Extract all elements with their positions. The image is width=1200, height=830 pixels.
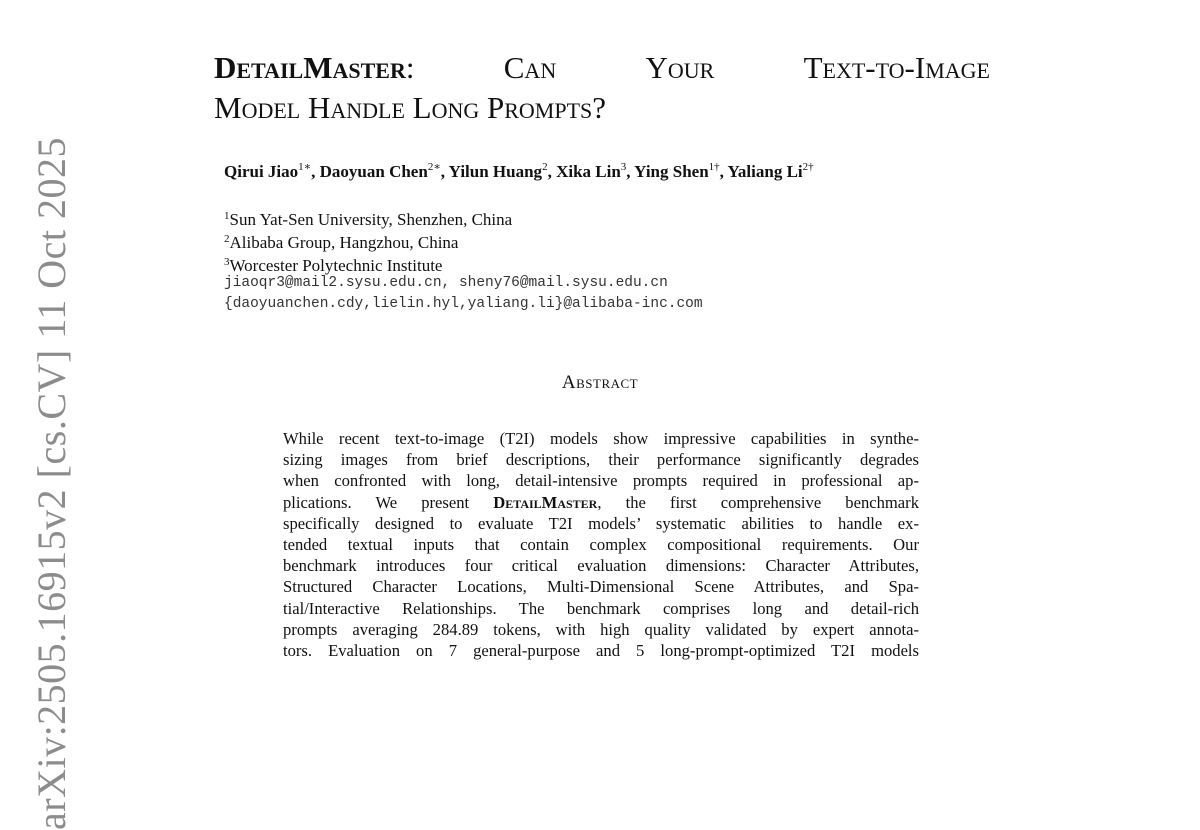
author-name: Ying Shen — [634, 162, 709, 181]
author-list: Qirui Jiao$^{1∗}$, Daoyuan Chen$^{2∗}$, Yilun Huang$^2$, Xika Lin$^3$, Ying Shen$^{1\dagger}$, Yaliang $Li^{2\dagger}$ — [224, 161, 814, 181]
title-word-your: Your — [645, 50, 715, 85]
author-mark: 1∗ — [298, 161, 312, 173]
title-word-can: Can — [503, 50, 557, 85]
abstract-line: tended textual inputs that contain complex compositional requirements. Our — [283, 534, 919, 554]
author-mark: 2∗ — [427, 161, 441, 173]
title-benchmark-name: DetailMaster — [214, 50, 406, 85]
affiliation — [224, 251, 442, 277]
author-name: Xika Lin — [556, 162, 621, 181]
affiliation-number: 3 — [224, 256, 230, 268]
abstract-line: Structured Character Locations, Multi-Dimensional Scene Attributes, and Spa- — [283, 577, 919, 597]
title-colon: : — [405, 50, 415, 85]
email-line: jiaoqr3@mail2.sysu.edu.cn, sheny76@mail.sysu.edu.cn — [224, 275, 668, 291]
affiliation-number: 2 — [224, 233, 230, 245]
abstract-line: specifically designed to evaluate T2I models’ systematic abilities to handle ex- — [283, 513, 919, 533]
author-mark: 1† — [708, 161, 720, 173]
abstract-line-start: plications. We present — [283, 492, 494, 512]
abstract-line: tial/Interactive Relationships. The benchmark comprises long and detail-rich — [283, 598, 919, 618]
abstract-line-rest: , the first comprehensive benchmark — [597, 492, 919, 512]
author-name: Qirui Jiao — [224, 162, 299, 181]
author-name: Yaliang Li — [727, 162, 803, 181]
abstract-line: While recent text-to-image (T2I) models show impressive capabilities in synthe- — [283, 429, 919, 448]
abstract-line: when confronted with long, detail-intensive prompts required in professional ap- — [283, 471, 919, 491]
author-mark: 2† — [802, 161, 814, 173]
abstract-line — [283, 492, 919, 513]
author-mark: 3 — [620, 161, 627, 173]
title-line-1 — [214, 48, 990, 88]
abstract-line: tors. Evaluation on 7 general-purpose and 5 long-prompt-optimized T2I models — [283, 640, 919, 660]
abstract-line: prompts averaging 284.89 tokens, with high quality validated by expert annota- — [283, 619, 919, 639]
paper-title — [214, 48, 990, 128]
abstract-body — [283, 428, 919, 661]
affiliation-text: Alibaba Group, Hangzhou, China — [229, 233, 459, 252]
abstract-heading: Abstract — [561, 372, 639, 393]
author-mark: 2 — [542, 161, 548, 173]
affiliation-text: Sun Yat-Sen University, Shenzhen, China — [229, 210, 513, 229]
abstract-line: sizing images from brief descriptions, their performance significantly degrades — [283, 450, 919, 470]
title-name — [214, 48, 414, 88]
title-line-2: Model Handle Long Prompts? — [214, 90, 607, 125]
affiliation-number: 1 — [224, 210, 230, 222]
abstract-line: benchmark introduces four critical evaluation dimensions: Character Attributes, — [283, 556, 919, 576]
affiliation-text: Worcester Polytechnic Institute — [229, 256, 443, 275]
author-name: Daoyuan Chen — [319, 162, 428, 181]
arxiv-stamp-text: arXiv:2505.16915v2 [cs.CV] 11 Oct 2025 — [29, 137, 74, 830]
author-name: Yilun Huang — [448, 162, 543, 181]
title-word-t2i: Text-to-Image — [803, 50, 990, 85]
email-line: {daoyuanchen.cdy,lielin.hyl,yaliang.li}@alibaba-inc.com — [224, 296, 703, 312]
abstract-benchmark-name: DetailMaster — [493, 492, 598, 512]
